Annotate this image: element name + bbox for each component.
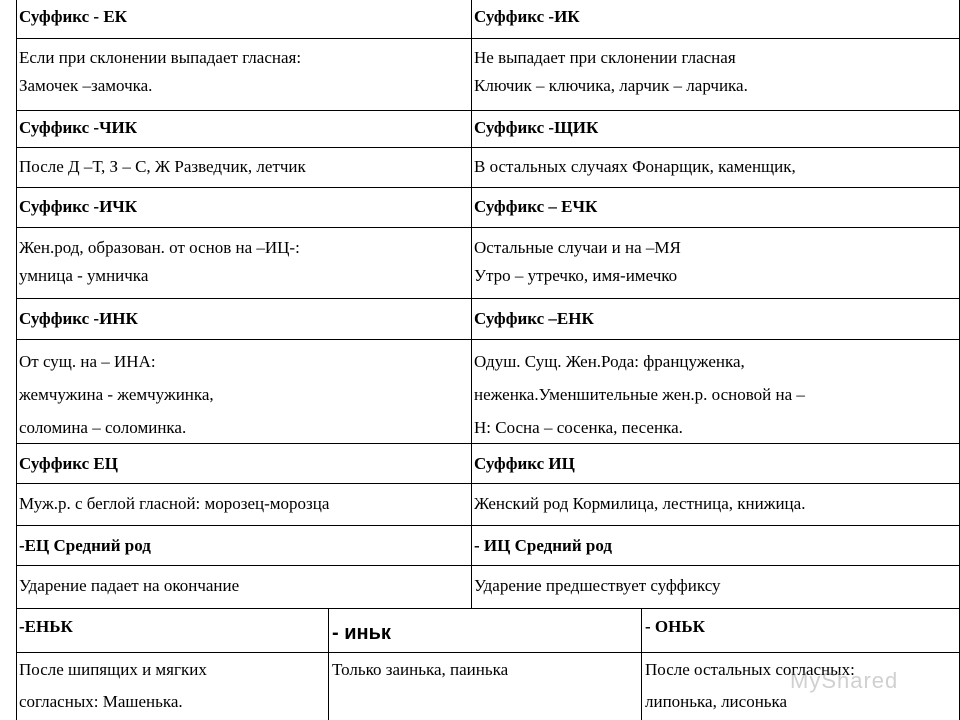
text-line: неженка.Уменшительные жен.р. основой на –	[474, 385, 805, 404]
text-line: соломина – соломинка.	[19, 418, 187, 437]
header-suffix-enk: Суффикс –ЕНК	[474, 309, 594, 328]
cell-ink-description	[17, 345, 467, 444]
header-ets-neuter: -ЕЦ Средний род	[19, 536, 151, 555]
cell-its-description: Женский род Кормилица, лестница, книжица.	[474, 494, 806, 513]
cell-ik-description	[472, 44, 958, 100]
header-suffix-ink-soft: - иньк	[332, 622, 391, 644]
header-its-neuter: - ИЦ Средний род	[474, 536, 612, 555]
text-line: умница - умничка	[19, 266, 149, 285]
header-suffix-ichk: Суффикс -ИЧК	[19, 197, 138, 216]
cell-ets-description: Муж.р. с беглой гласной: морозец-морозца	[19, 494, 330, 513]
header-suffix-chik: Суффикс -ЧИК	[19, 118, 138, 137]
header-suffix-ets: Суффикс ЕЦ	[19, 454, 118, 473]
text-line: липонька, лисонька	[645, 692, 788, 711]
text-line: Не выпадает при склонении гласная	[474, 48, 736, 67]
text-line: После шипящих и мягких	[19, 660, 207, 679]
cell-its-stress: Ударение предшествует суффиксу	[474, 576, 721, 595]
cell-shchik-description: В остальных случаях Фонарщик, каменщик,	[474, 157, 796, 176]
header-suffix-its: Суффикс ИЦ	[474, 454, 575, 473]
text-line: Если при склонении выпадает гласная:	[19, 48, 302, 67]
cell-ichk-description	[17, 234, 467, 290]
text-line: Ключик – ключика, ларчик – ларчика.	[474, 76, 748, 95]
header-suffix-echk: Суффикс – ЕЧК	[474, 197, 598, 216]
header-suffix-shchik: Суффикс -ЩИК	[474, 118, 599, 137]
text-line: Утро – утречко, имя-имечко	[474, 266, 678, 285]
cell-chik-description: После Д –Т, З – С, Ж Разведчик, летчик	[19, 157, 306, 176]
text-line: Одуш. Сущ. Жен.Рода: француженка,	[474, 352, 745, 371]
text-line: Жен.род, образован. от основ на –ИЦ-:	[19, 238, 300, 257]
text-line: Замочек –замочка.	[19, 76, 153, 95]
cell-ets-stress: Ударение падает на окончание	[19, 576, 240, 595]
header-suffix-ink: Суффикс -ИНК	[19, 309, 138, 328]
header-suffix-ik: Суффикс -ИК	[474, 7, 580, 26]
text-line: После остальных согласных:	[645, 660, 855, 679]
text-line: От сущ. на – ИНА:	[19, 352, 156, 371]
header-suffix-enk-soft: -ЕНЬК	[19, 617, 73, 636]
cell-ink-soft-description	[330, 654, 640, 686]
cell-enk-soft-description	[17, 654, 327, 718]
text-line: Остальные случаи и на –МЯ	[474, 238, 681, 257]
text-line: Только заинька, паинька	[332, 660, 509, 679]
cell-echk-description	[472, 234, 958, 290]
header-suffix-onk-soft: - ОНЬК	[645, 617, 705, 636]
text-line: жемчужина - жемчужинка,	[19, 385, 214, 404]
cell-enk-description	[472, 345, 958, 444]
header-suffix-ek: Суффикс - ЕК	[19, 7, 127, 26]
cell-ek-description	[17, 44, 467, 100]
watermark: MyShared	[790, 668, 899, 693]
text-line: согласных: Машенька.	[19, 692, 183, 711]
text-line: Н: Сосна – сосенка, песенка.	[474, 418, 683, 437]
